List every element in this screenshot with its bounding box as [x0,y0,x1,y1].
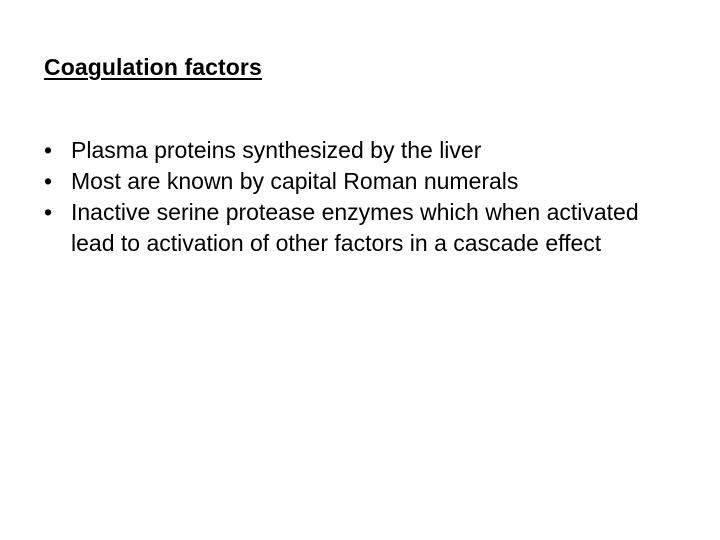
bullet-icon: • [44,137,53,163]
slide-title: Coagulation factors [44,54,262,80]
bullet-icon: • [44,168,53,194]
list-item [44,166,684,197]
bullet-list [44,135,684,259]
list-item [44,197,684,259]
bullet-text: Most are known by capital Roman numerals [71,168,519,194]
list-item [44,135,684,166]
bullet-icon: • [44,199,53,225]
bullet-text: Plasma proteins synthesized by the liver [71,137,482,163]
bullet-text: Inactive serine protease enzymes which when activated lead to activation of other factors in a cascade effect [71,199,639,256]
